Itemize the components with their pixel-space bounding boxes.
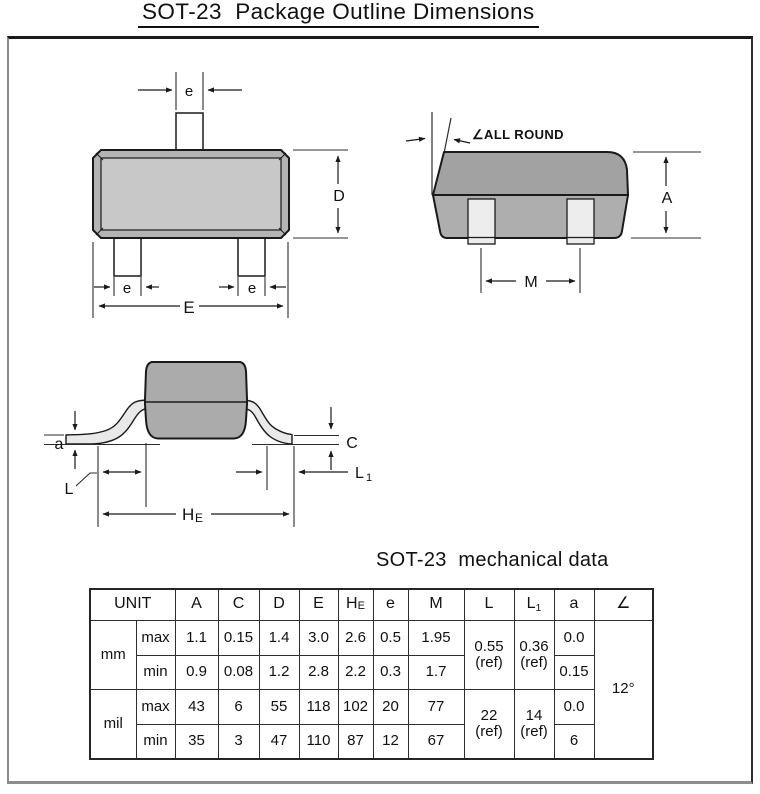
cell: 0.9 xyxy=(175,655,218,689)
row-mil-min xyxy=(90,724,653,759)
angle-arrows xyxy=(406,139,470,144)
cell: 47 xyxy=(259,724,299,759)
header-M: M xyxy=(408,589,464,620)
cell: 110 xyxy=(299,724,338,759)
unit-mm: mm xyxy=(90,620,136,689)
left-gullwing-lead xyxy=(66,400,150,444)
row-mm-max xyxy=(90,620,653,655)
cell: 6 xyxy=(554,724,594,759)
header-HE: HE xyxy=(338,589,373,620)
all-round-label: ∠ALL ROUND xyxy=(472,127,564,142)
cell: 77 xyxy=(408,689,464,724)
cell: 67 xyxy=(408,724,464,759)
cell: 55 xyxy=(259,689,299,724)
header-C: C xyxy=(218,589,259,620)
cell: 1.7 xyxy=(408,655,464,689)
cell: 102 xyxy=(338,689,373,724)
header-e: e xyxy=(373,589,408,620)
cell: 0.3 xyxy=(373,655,408,689)
unit-mil: mil xyxy=(90,689,136,759)
row-mil-max xyxy=(90,689,653,724)
dim-label-e-left: e xyxy=(122,280,132,297)
cell-L-mil: 22 (ref) xyxy=(464,689,514,759)
dim-label-E: E xyxy=(183,298,195,317)
side-view xyxy=(44,362,372,527)
perspective-view xyxy=(406,112,701,293)
package-top-face xyxy=(433,152,628,195)
header-a: a xyxy=(554,589,594,620)
dim-label-e-top: e xyxy=(184,83,194,100)
cell: 1.95 xyxy=(408,620,464,655)
row-mm-min xyxy=(90,655,653,689)
header-L1: L1 xyxy=(514,589,554,620)
cell: 0.0 xyxy=(554,689,594,724)
cell: 35 xyxy=(175,724,218,759)
cell: 87 xyxy=(338,724,373,759)
package-body-face xyxy=(101,158,281,230)
dim-label-M: M xyxy=(524,274,538,291)
dim-label-A: A xyxy=(661,190,673,207)
dim-label-L1 xyxy=(355,465,372,484)
cell: 6 xyxy=(218,689,259,724)
cell: 2.6 xyxy=(338,620,373,655)
svg-text:H: H xyxy=(182,505,195,524)
cell: 12 xyxy=(373,724,408,759)
header-L: L xyxy=(464,589,514,620)
limit-min: min xyxy=(136,724,175,759)
table-title: SOT-23 mechanical data xyxy=(376,549,609,571)
cell: 3.0 xyxy=(299,620,338,655)
limit-min: min xyxy=(136,655,175,689)
side-view-body xyxy=(145,362,247,439)
header-A: A xyxy=(175,589,218,620)
header-D: D xyxy=(259,589,299,620)
cell: 1.4 xyxy=(259,620,299,655)
cell-L1-mil: 14 (ref) xyxy=(514,689,554,759)
cell: 0.15 xyxy=(218,620,259,655)
cell: 1.2 xyxy=(259,655,299,689)
cell: 0.5 xyxy=(373,620,408,655)
mechanical-data-table xyxy=(89,588,654,760)
cell: 0.08 xyxy=(218,655,259,689)
limit-max: max xyxy=(136,689,175,724)
dim-label-e-right: e xyxy=(247,280,257,297)
mechanical-data-table-wrap xyxy=(89,588,654,760)
cell-L1-mm: 0.36 (ref) xyxy=(514,620,554,689)
page-title: SOT-23 Package Outline Dimensions xyxy=(138,1,539,28)
cell: 3 xyxy=(218,724,259,759)
cell: 118 xyxy=(299,689,338,724)
limit-max: max xyxy=(136,620,175,655)
cell-angle: 12° xyxy=(594,620,653,759)
package-front-face xyxy=(433,195,628,238)
cell: 2.2 xyxy=(338,655,373,689)
svg-text:1: 1 xyxy=(366,472,373,484)
bottom-right-pin xyxy=(238,238,265,276)
cell: 0.0 xyxy=(554,620,594,655)
dim-label-C: C xyxy=(346,435,358,452)
front-view xyxy=(93,72,348,318)
header-unit: UNIT xyxy=(90,589,175,620)
dim-label-HE xyxy=(182,505,203,525)
cell-L-mm: 0.55 (ref) xyxy=(464,620,514,689)
svg-text:E: E xyxy=(195,511,204,525)
dim-label-a: a xyxy=(54,436,64,453)
cell: 1.1 xyxy=(175,620,218,655)
header-E: E xyxy=(299,589,338,620)
dim-label-D: D xyxy=(333,188,345,205)
cell: 0.15 xyxy=(554,655,594,689)
header-angle: ∠ xyxy=(594,589,653,620)
top-pin xyxy=(176,113,203,151)
cell: 20 xyxy=(373,689,408,724)
cell: 43 xyxy=(175,689,218,724)
table-header-row xyxy=(90,589,653,620)
svg-text:L: L xyxy=(355,465,364,482)
cell: 2.8 xyxy=(299,655,338,689)
dim-label-L: L xyxy=(64,481,74,498)
bottom-left-pin xyxy=(114,238,141,276)
